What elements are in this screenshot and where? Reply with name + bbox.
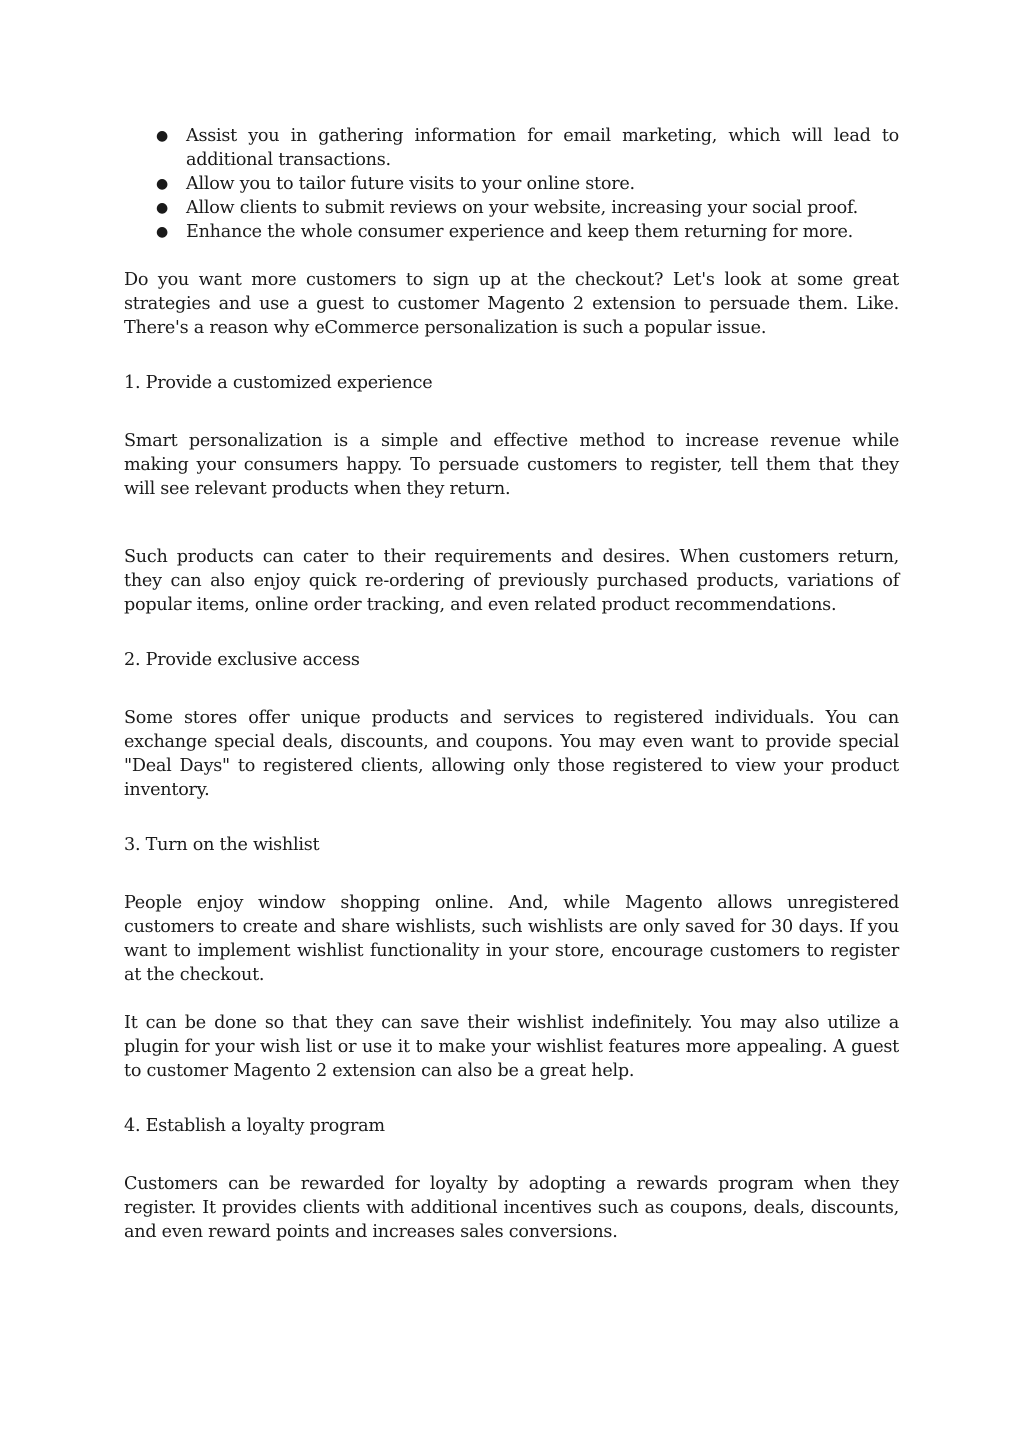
section-heading: 1. Provide a customized experience xyxy=(124,373,433,393)
bullet-icon: ● xyxy=(156,128,168,144)
section-heading: 4. Establish a loyalty program xyxy=(124,1116,385,1136)
list-item xyxy=(124,124,899,172)
bullet-icon: ● xyxy=(156,224,168,240)
body-paragraph: Some stores offer unique products and services to registered individuals. You can exchange special deals, discounts, and coupons. You may even want to provide special "Deal Days" to registered clients, allowing only those registered to view your product inventory. xyxy=(124,708,899,800)
document-page xyxy=(124,124,899,1244)
body-paragraph: People enjoy window shopping online. And, while Magento allows unregistered customers to create and share wishlists, such wishlists are only saved for 30 days. If you want to implement wishlist functionality in your store, encourage customers to register at the checkout. xyxy=(124,893,899,985)
section-heading: 2. Provide exclusive access xyxy=(124,650,360,670)
list-item xyxy=(124,172,899,196)
list-item xyxy=(124,196,899,220)
list-item-text: Enhance the whole consumer experience and keep them returning for more. xyxy=(186,222,854,242)
body-paragraph: Such products can cater to their requirements and desires. When customers return, they can also enjoy quick re-ordering of previously purchased products, variations of popular items, online order tracking, and even related product recommendations. xyxy=(124,547,899,615)
body-paragraph: It can be done so that they can save their wishlist indefinitely. You may also utilize a plugin for your wish list or use it to make your wishlist features more appealing. A guest to customer Magento 2 extension can also be a great help. xyxy=(124,1013,899,1081)
list-item-text: Allow clients to submit reviews on your website, increasing your social proof. xyxy=(186,198,858,218)
list-item xyxy=(124,220,899,244)
list-item-text: Allow you to tailor future visits to your online store. xyxy=(186,174,635,194)
bullet-icon: ● xyxy=(156,176,168,192)
section-heading: 3. Turn on the wishlist xyxy=(124,835,320,855)
body-paragraph: Smart personalization is a simple and effective method to increase revenue while making your consumers happy. To persuade customers to register, tell them that they will see relevant products when they return. xyxy=(124,431,899,499)
intro-paragraph: Do you want more customers to sign up at the checkout? Let's look at some great strategies and use a guest to customer Magento 2 extension to persuade them. Like. There's a reason why eCommerce personalization is such a popular issue. xyxy=(124,270,899,338)
list-item-text: Assist you in gathering information for email marketing, which will lead to additional transactions. xyxy=(186,126,899,170)
bullet-icon: ● xyxy=(156,200,168,216)
body-paragraph: Customers can be rewarded for loyalty by adopting a rewards program when they register. It provides clients with additional incentives such as coupons, deals, discounts, and even reward points and increases sales conversions. xyxy=(124,1174,899,1242)
benefits-list xyxy=(124,124,899,244)
